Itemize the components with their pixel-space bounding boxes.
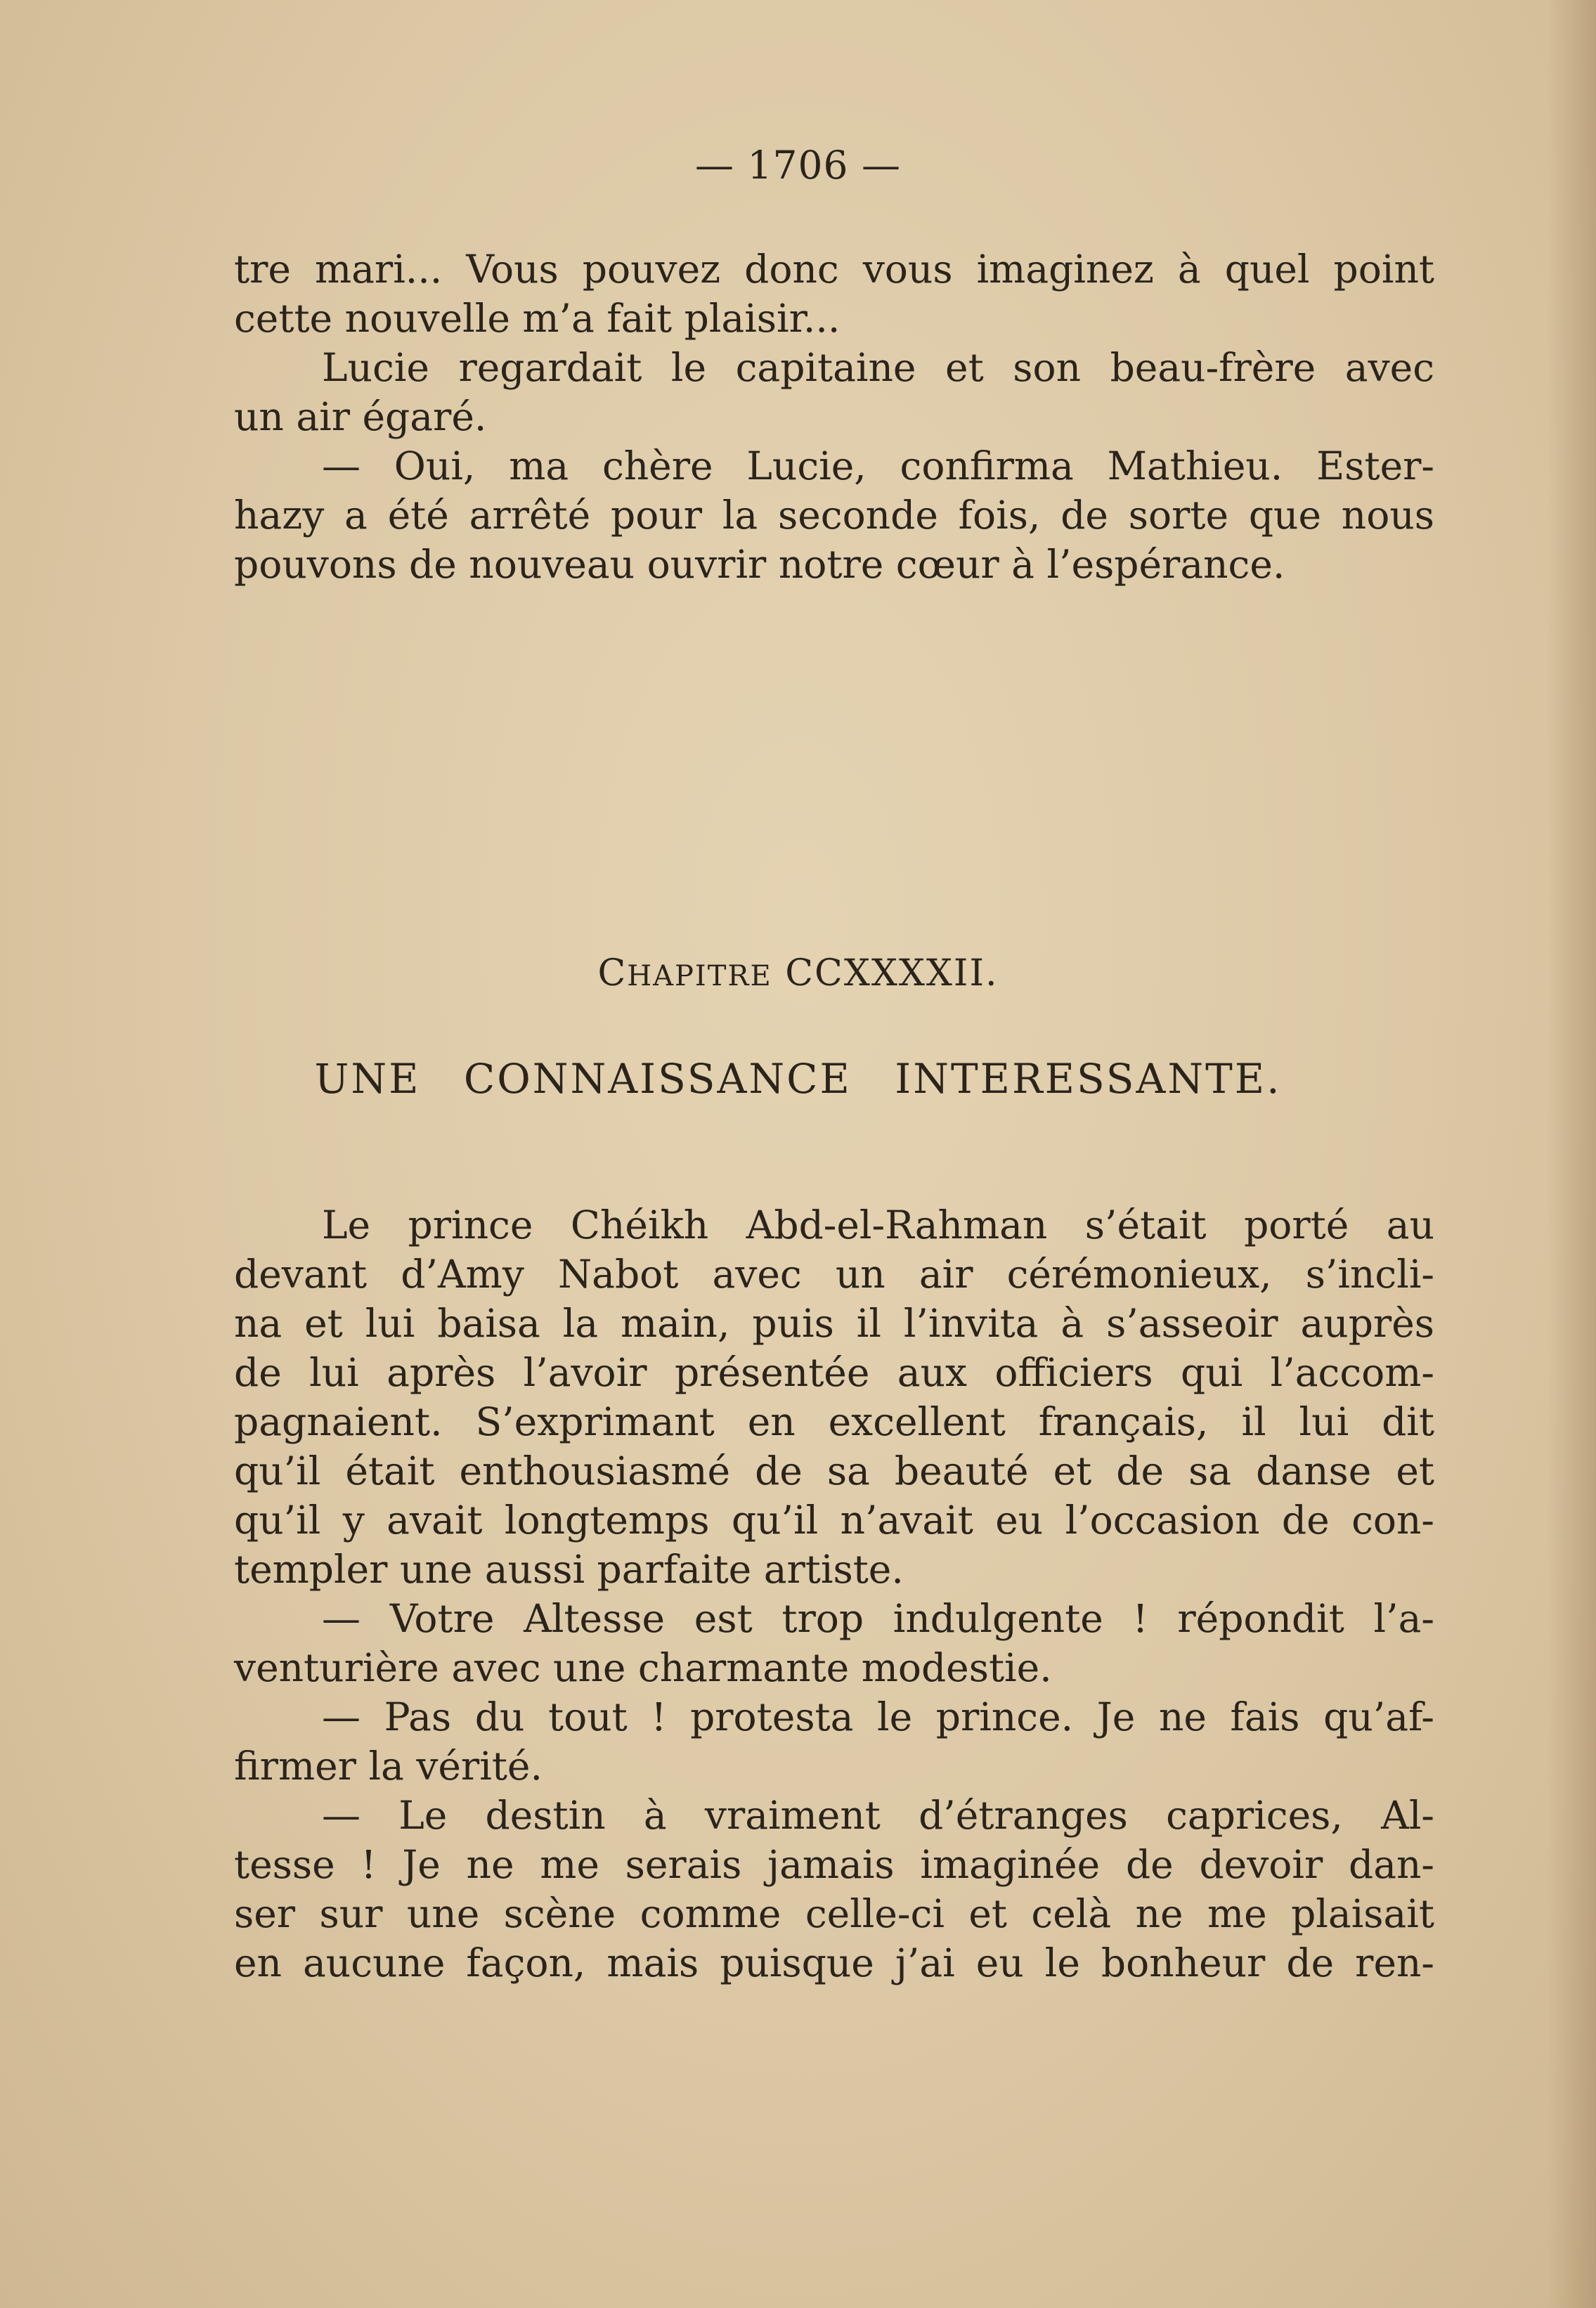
text-line: qu’il était enthousiasmé de sa beauté et de sa danse et [234,1448,1434,1493]
page-edge-shadow [1547,0,1596,2308]
text-line: un air égaré. [234,394,487,439]
text-line: tesse ! Je ne me serais jamais imaginée de devoir dan- [234,1842,1434,1887]
text-line: cette nouvelle m’a fait plaisir... [234,296,841,341]
text-line: Le prince Chéikh Abd-el-Rahman s’était porté au [322,1202,1434,1247]
text-line: venturière avec une charmante modestie. [234,1645,1052,1690]
chapter-title: UNE CONNAISSANCE INTERESSANTE. [314,1055,1282,1103]
text-line: hazy a été arrêté pour la seconde fois, de sorte que nous [234,493,1434,538]
text-line: tre mari... Vous pouvez donc vous imaginez à quel point [234,247,1434,292]
chapter-body [234,1200,1434,1988]
text-line: — Le destin à vraiment d’étranges caprices, Al- [322,1793,1434,1838]
text-line: qu’il y avait longtemps qu’il n’avait eu l’occasion de con- [234,1498,1434,1543]
text-line: ser sur une scène comme celle-ci et celà ne me plaisait [234,1891,1434,1936]
text-line: devant d’Amy Nabot avec un air cérémonieux, s’incli- [234,1252,1434,1297]
continued-paragraphs [234,245,1434,589]
text-line: templer une aussi parfaite artiste. [234,1547,904,1592]
text-line: — Votre Altesse est trop indulgente ! répondit l’a- [322,1596,1434,1641]
text-line: pouvons de nouveau ouvrir notre cœur à l’espérance. [234,542,1285,587]
chapter-number: CCXXXXII. [785,952,999,994]
text-line: — Oui, ma chère Lucie, confirma Mathieu. Ester- [322,443,1434,488]
text-line: — Pas du tout ! protesta le prince. Je ne fais qu’af- [322,1694,1434,1739]
chapter-heading [0,949,1596,1001]
page-number: — 1706 — [695,143,901,188]
chapter-label-initial: C [597,952,628,994]
text-line: na et lui baisa la main, puis il l’invita à s’asseoir auprès [234,1301,1434,1346]
text-line: en aucune façon, mais puisque j’ai eu le bonheur de ren- [234,1940,1434,1985]
text-line: pagnaient. S’exprimant en excellent français, il lui dit [234,1399,1434,1444]
text-line: de lui après l’avoir présentée aux officiers qui l’accom- [234,1350,1434,1395]
text-line: firmer la vérité. [234,1744,543,1789]
chapter-label-rest: HAPITRE [627,960,772,992]
text-line: Lucie regardait le capitaine et son beau-frère avec [322,345,1434,390]
